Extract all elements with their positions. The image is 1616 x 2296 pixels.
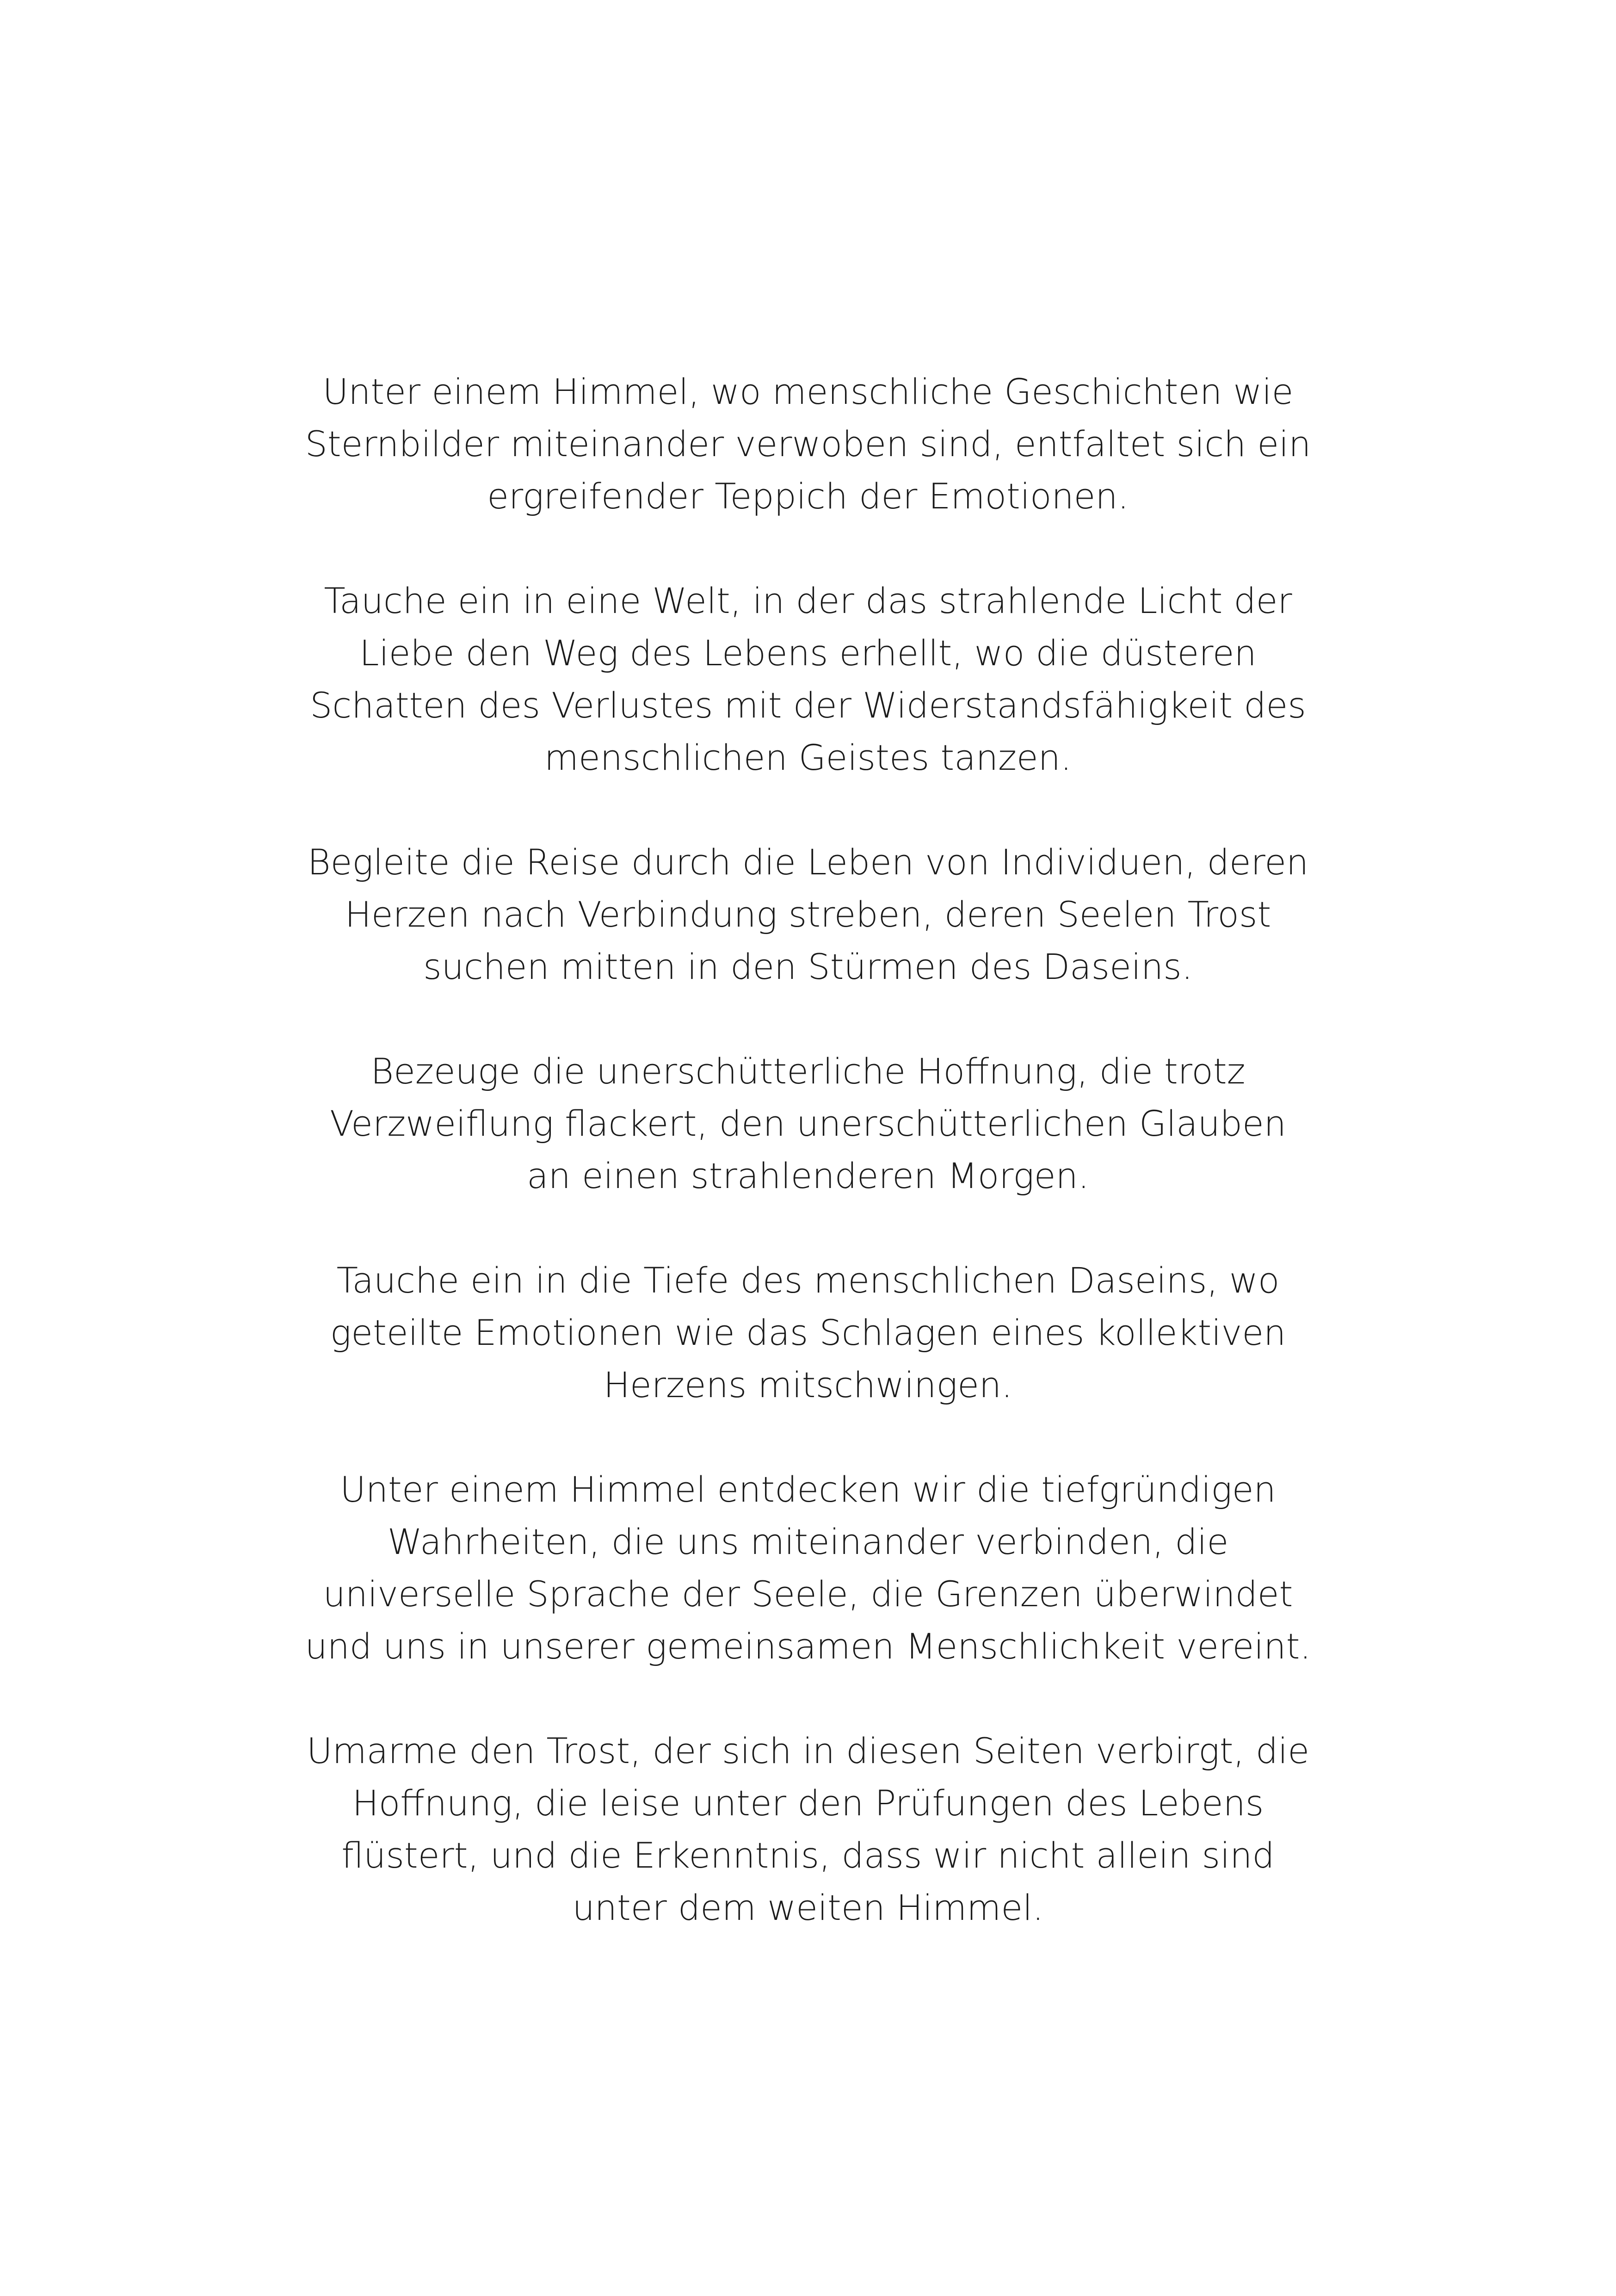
stanza-1 <box>278 365 1338 522</box>
text-line: Herzen nach Verbindung streben, deren Seelen Trost <box>345 894 1271 935</box>
stanza-4 <box>278 1045 1338 1202</box>
text-line: Sternbilder miteinander verwoben sind, entfaltet sich ein <box>305 423 1311 464</box>
text-line: Begleite die Reise durch die Leben von Individuen, deren <box>307 842 1309 883</box>
text-line: geteilte Emotionen wie das Schlagen eines kollektiven <box>330 1312 1286 1353</box>
stanza-2 <box>278 575 1338 784</box>
text-line: an einen strahlenderen Morgen. <box>527 1155 1089 1196</box>
stanza-5 <box>278 1254 1338 1411</box>
text-line: suchen mitten in den Stürmen des Daseins. <box>423 946 1193 987</box>
text-line: Schatten des Verlustes mit der Widerstandsfähigkeit des <box>310 685 1306 726</box>
stanza-6 <box>278 1463 1338 1672</box>
text-line: Herzens mitschwingen. <box>603 1364 1013 1405</box>
text-line: Verzweiflung flackert, den unerschütterlichen Glauben <box>330 1103 1286 1144</box>
poem-text-block <box>278 365 1338 1934</box>
text-line: Unter einem Himmel entdecken wir die tiefgründigen <box>340 1469 1276 1510</box>
text-line: Liebe den Weg des Lebens erhellt, wo die düsteren <box>359 632 1257 674</box>
text-line: Hoffnung, die leise unter den Prüfungen des Lebens <box>352 1782 1264 1824</box>
text-line: menschlichen Geistes tanzen. <box>544 737 1072 778</box>
text-line: flüstert, und die Erkenntnis, dass wir nicht allein sind <box>341 1835 1275 1876</box>
text-line: Bezeuge die unerschütterliche Hoffnung, die trotz <box>370 1051 1246 1092</box>
text-line: Unter einem Himmel, wo menschliche Geschichten wie <box>322 371 1294 412</box>
text-line: universelle Sprache der Seele, die Grenzen überwindet <box>323 1573 1293 1615</box>
stanza-3 <box>278 836 1338 993</box>
text-line: und uns in unserer gemeinsamen Menschlichkeit vereint. <box>305 1626 1311 1667</box>
text-line: Umarme den Trost, der sich in diesen Seiten verbirgt, die <box>306 1730 1309 1771</box>
text-line: unter dem weiten Himmel. <box>572 1887 1044 1928</box>
text-line: ergreifender Teppich der Emotionen. <box>487 476 1129 517</box>
text-line: Tauche ein in die Tiefe des menschlichen Daseins, wo <box>336 1260 1280 1301</box>
text-line: Tauche ein in eine Welt, in der das strahlende Licht der <box>324 580 1292 621</box>
stanza-7 <box>278 1725 1338 1934</box>
text-line: Wahrheiten, die uns miteinander verbinden, die <box>387 1521 1229 1562</box>
